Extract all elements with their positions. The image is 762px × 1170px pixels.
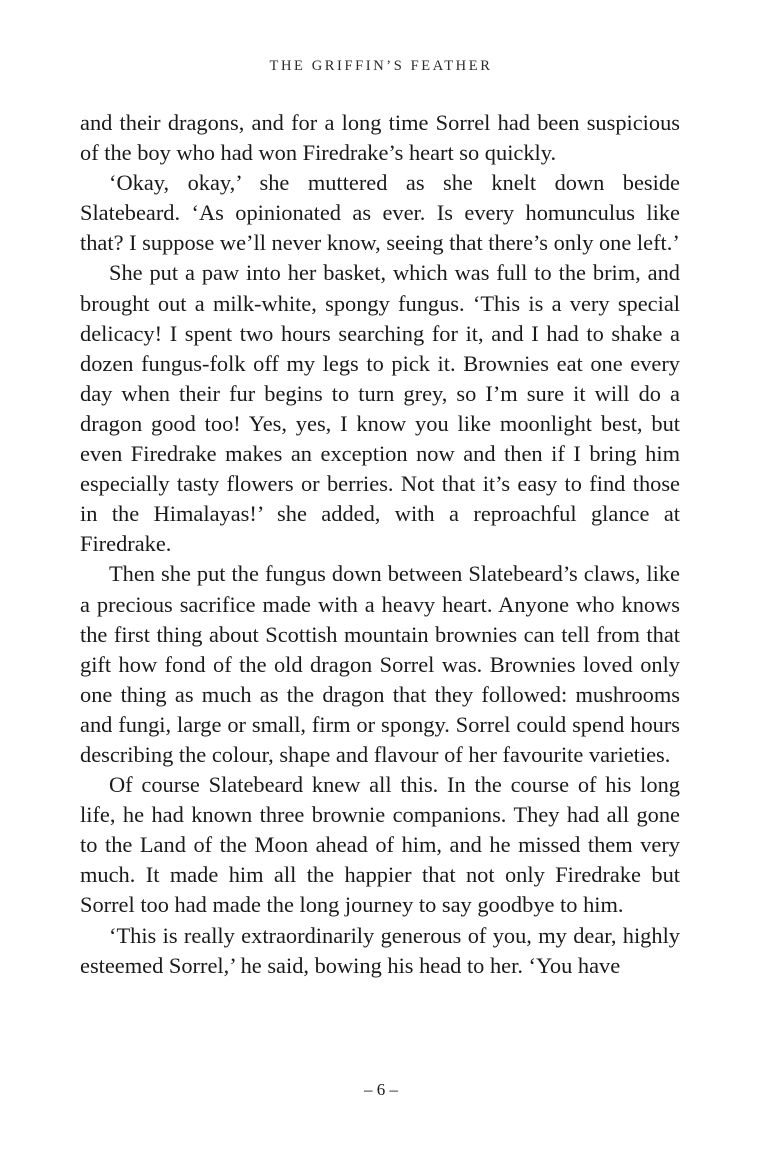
paragraph: Of course Slatebeard knew all this. In the course of his long life, he had known three brownie companions. They had all gone to the Land of the Moon ahead of him, and he missed them very much. It made him all the happier that not only Firedrake but Sorrel too had made the long journey to say goodbye to him. bbox=[80, 772, 680, 918]
paragraph: Then she put the fungus down between Slatebeard’s claws, like a precious sacrifice made with a heavy heart. Anyone who knows the first thing about Scottish mountain brownies can tell from that gift how fond of the old dragon Sorrel was. Brownies loved only one thing as much as the dragon that they followed: mushrooms and fungi, large or small, firm or spongy. Sorrel could spend hours describing the colour, shape and flavour of her favourite varieties. bbox=[80, 561, 680, 767]
page-number: – 6 – bbox=[364, 1080, 398, 1099]
page-body bbox=[80, 108, 680, 981]
running-head: THE GRIFFIN’S FEATHER bbox=[269, 58, 493, 74]
paragraph: She put a paw into her basket, which was full to the brim, and brought out a milk-white, spongy fungus. ‘This is a very special delicacy! I spent two hours searching for it, and I had to shake a dozen fungus-folk off my legs to pick it. Brownies eat one every day when their fur begins to turn grey, so I’m sure it will do a dragon good too! Yes, yes, I know you like moonlight best, but even Firedrake makes an exception now and then if I bring him especially tasty flowers or berries. Not that it’s easy to find those in the Himalayas!’ she added, with a reproachful glance at Firedrake. bbox=[80, 260, 680, 557]
paragraph: ‘Okay, okay,’ she muttered as she knelt down beside Slatebeard. ‘As opinionated as ever. Is every homunculus like that? I suppose we’ll never know, seeing that there’s only one left.’ bbox=[80, 170, 680, 256]
paragraph-continued: and their dragons, and for a long time Sorrel had been suspicious of the boy who had won Firedrake’s heart so quickly. bbox=[80, 110, 680, 166]
paragraph: ‘This is really extraordinarily generous of you, my dear, highly esteemed Sorrel,’ he said, bowing his head to her. ‘You have bbox=[80, 922, 680, 978]
